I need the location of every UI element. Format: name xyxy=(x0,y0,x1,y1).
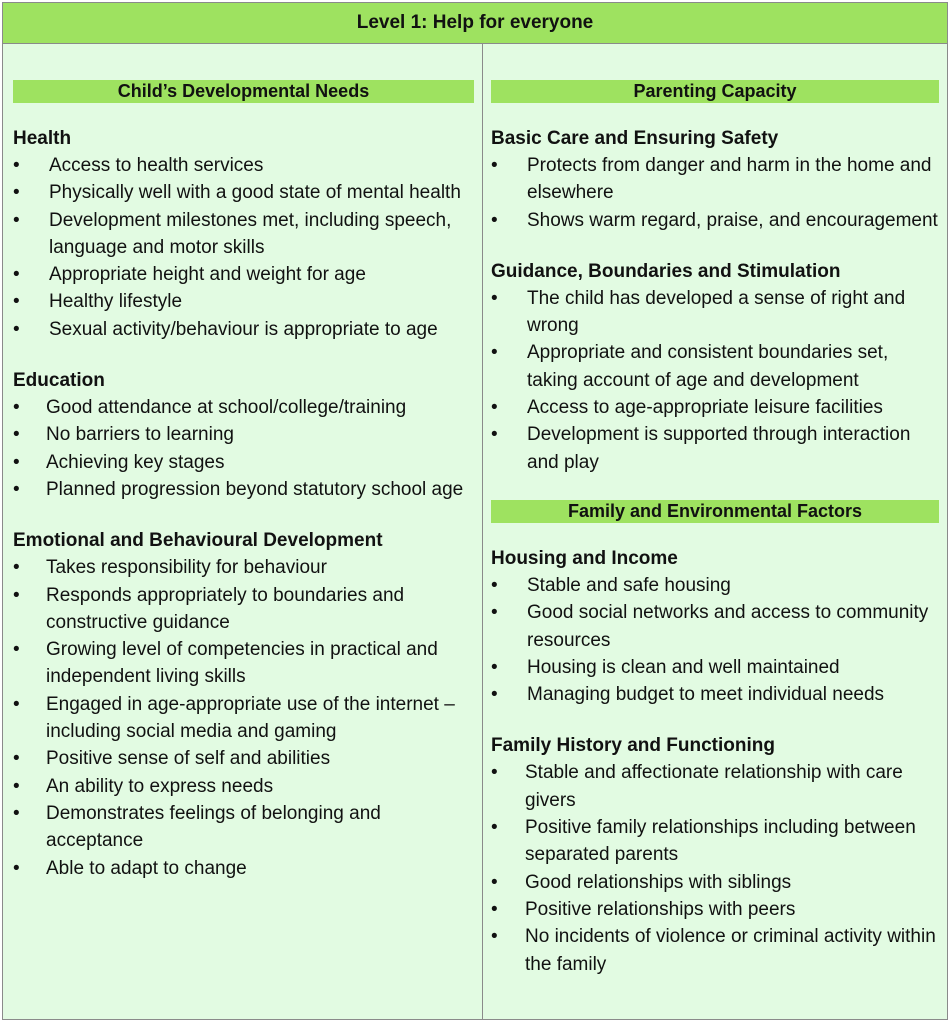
columns xyxy=(3,44,947,1019)
section-education xyxy=(13,367,474,503)
section-guidance-boundaries xyxy=(491,258,939,476)
bullet-list xyxy=(491,285,939,476)
bullet-list xyxy=(13,394,474,503)
list-item: • Achieving key stages xyxy=(13,449,474,476)
list-item: • Appropriate and consistent boundaries set, taking account of age and development xyxy=(491,339,939,394)
list-item: • Positive sense of self and abilities xyxy=(13,745,474,772)
list-item: • Protects from danger and harm in the home and elsewhere xyxy=(491,152,939,207)
bullet-list xyxy=(491,152,939,234)
section-title: Housing and Income xyxy=(491,547,678,569)
list-item: • Planned progression beyond statutory school age xyxy=(13,476,474,503)
section-basic-care xyxy=(491,125,939,234)
section-health xyxy=(13,125,474,343)
list-item: • The child has developed a sense of right and wrong xyxy=(491,285,939,340)
column-heading-parenting-capacity: Parenting Capacity xyxy=(491,80,939,103)
left-column xyxy=(3,44,483,1019)
list-item: • Engaged in age-appropriate use of the internet – including social media and gaming xyxy=(13,691,474,746)
list-item: • Stable and safe housing xyxy=(491,572,939,599)
list-item: • Good social networks and access to community resources xyxy=(491,599,939,654)
right-column xyxy=(483,44,947,1019)
list-item: • Access to health services xyxy=(13,152,474,179)
list-item: • Physically well with a good state of mental health xyxy=(13,179,474,206)
list-item: • Positive relationships with peers xyxy=(491,896,939,923)
column-heading-developmental-needs: Child’s Developmental Needs xyxy=(13,80,474,103)
bullet-list xyxy=(491,572,939,708)
list-item: • Housing is clean and well maintained xyxy=(491,654,939,681)
list-item: • Access to age-appropriate leisure facilities xyxy=(491,394,939,421)
table-title: Level 1: Help for everyone xyxy=(3,3,947,44)
column-heading-family-environmental: Family and Environmental Factors xyxy=(491,500,939,523)
list-item: • Demonstrates feelings of belonging and acceptance xyxy=(13,800,474,855)
section-title: Education xyxy=(13,370,105,392)
level-table xyxy=(2,2,948,1020)
bullet-list xyxy=(13,554,474,882)
section-title: Family History and Functioning xyxy=(491,735,775,757)
list-item: • Good relationships with siblings xyxy=(491,869,939,896)
section-family-history xyxy=(491,732,939,977)
list-item: • Development milestones met, including speech, language and motor skills xyxy=(13,207,474,262)
list-item: • Responds appropriately to boundaries and constructive guidance xyxy=(13,582,474,637)
list-item: • Sexual activity/behaviour is appropriate to age xyxy=(13,316,474,343)
list-item: • Stable and affectionate relationship with care givers xyxy=(491,759,939,814)
section-title: Basic Care and Ensuring Safety xyxy=(491,128,779,149)
list-item: • Shows warm regard, praise, and encouragement xyxy=(491,207,939,234)
list-item: • Appropriate height and weight for age xyxy=(13,261,474,288)
list-item: • No barriers to learning xyxy=(13,421,474,448)
bullet-list xyxy=(13,152,474,343)
list-item: • Development is supported through interaction and play xyxy=(491,421,939,476)
list-item: • Good attendance at school/college/training xyxy=(13,394,474,421)
section-title: Emotional and Behavioural Development xyxy=(13,530,383,552)
section-housing-income xyxy=(491,545,939,708)
list-item: • No incidents of violence or criminal activity within the family xyxy=(491,923,939,978)
list-item: • Takes responsibility for behaviour xyxy=(13,554,474,581)
list-item: • Managing budget to meet individual needs xyxy=(491,681,939,708)
section-title: Guidance, Boundaries and Stimulation xyxy=(491,260,841,282)
list-item: • Positive family relationships including between separated parents xyxy=(491,814,939,869)
list-item: • An ability to express needs xyxy=(13,773,474,800)
section-title: Health xyxy=(13,128,72,149)
bullet-list xyxy=(491,759,939,977)
list-item: • Growing level of competencies in practical and independent living skills xyxy=(13,636,474,691)
list-item: • Healthy lifestyle xyxy=(13,288,474,315)
list-item: • Able to adapt to change xyxy=(13,855,474,882)
section-emotional-development xyxy=(13,527,474,882)
